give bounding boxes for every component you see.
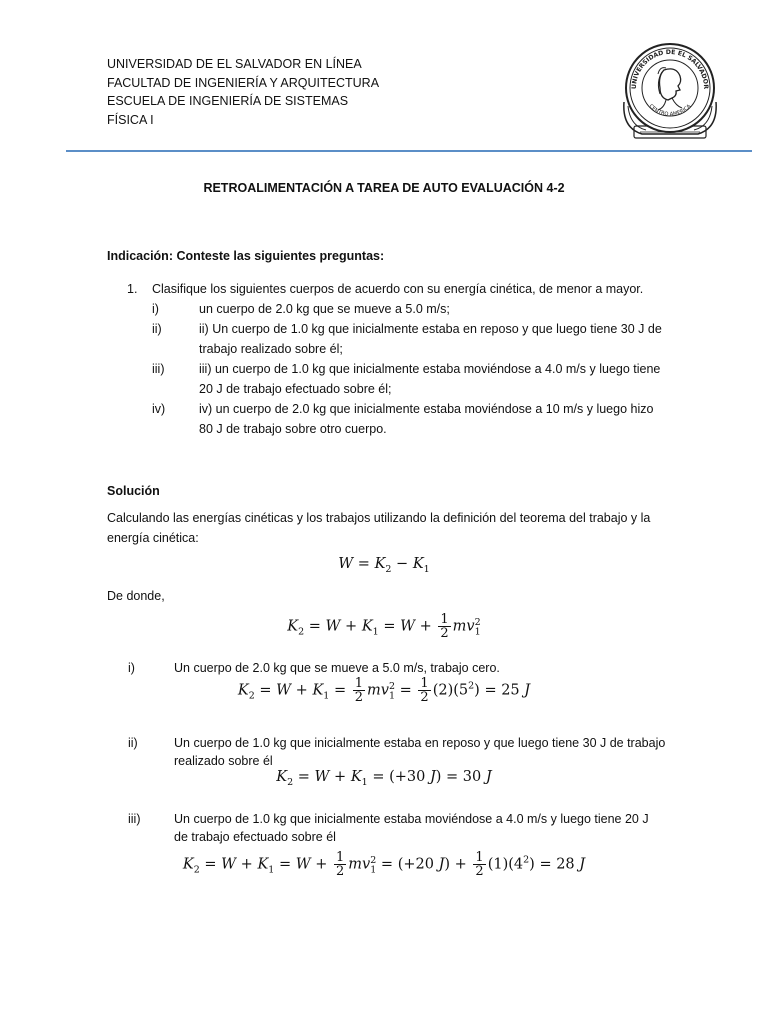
case-label: i) — [128, 661, 135, 675]
item-text: ii) Un cuerpo de 1.0 kg que inicialmente estaba en reposo y que luego tiene 30 J de — [199, 322, 662, 336]
item-label: iv) — [152, 402, 166, 416]
item-text: iii) un cuerpo de 1.0 kg que inicialmente estaba moviéndose a 4.0 m/s y luego tiene — [199, 362, 661, 376]
case-i-equation: $K_2 = W + K_1$ = $\frac{1}{2}$ $mv_1^2$ = $\frac{1}{2}$ $(2)(5^2) = 25$ J — [237, 676, 531, 705]
item-label: ii) — [152, 322, 162, 336]
case-text: Un cuerpo de 2.0 kg que se mueve a 5.0 m/s, trabajo cero. — [174, 661, 500, 675]
work-energy-equation: $W = K_2 - K_1$ — [338, 556, 430, 575]
question-number: 1. — [127, 282, 138, 296]
svg-text:UNIVERSIDAD DE EL SALVADOR: UNIVERSIDAD DE EL SALVADOR — [630, 48, 710, 90]
item-text: 80 J de trabajo sobre otro cuerpo. — [199, 422, 387, 436]
item-text: un cuerpo de 2.0 kg que se mueve a 5.0 m/s; — [199, 302, 450, 316]
question-text: Clasifique los siguientes cuerpos de acuerdo con su energía cinética, de menor a mayor. — [152, 282, 644, 296]
school-name: ESCUELA DE INGENIERÍA DE SISTEMAS — [107, 94, 349, 108]
item-label: iii) — [152, 362, 165, 376]
case-iii-equation: $K_2 = W + K_1 = W$ + $\frac{1}{2}$ $mv_1^2 = (+20$ J) + $\frac{1}{2}$ $(1)(4^2) = 28$ J — [182, 850, 586, 879]
case-text: Un cuerpo de 1.0 kg que inicialmente estaba en reposo y que luego tiene 30 J de trabajo — [174, 736, 666, 750]
faculty-name: FACULTAD DE INGENIERÍA Y ARQUITECTURA — [107, 75, 380, 90]
svg-text:CENTRO AMERICA: CENTRO AMERICA — [647, 103, 693, 118]
item-label: i) — [152, 302, 159, 316]
university-name: UNIVERSIDAD DE EL SALVADOR EN LÍNEA — [107, 57, 362, 71]
institution-header — [107, 55, 379, 129]
header-divider — [66, 150, 752, 152]
solution-heading: Solución — [107, 484, 160, 498]
case-ii-equation: $K_2 = W + K_1 = (+30$ J) = 30 J — [276, 769, 492, 788]
case-text: realizado sobre él — [174, 754, 273, 768]
case-label: ii) — [128, 736, 138, 750]
item-text: iv) un cuerpo de 2.0 kg que inicialmente estaba moviéndose a 10 m/s y luego hizo — [199, 402, 654, 416]
university-seal-logo — [620, 36, 720, 144]
course-name: FÍSICA I — [107, 112, 154, 127]
instruction-text: Indicación: Conteste las siguientes preguntas: — [107, 249, 385, 263]
document-title: RETROALIMENTACIÓN A TAREA DE AUTO EVALUACIÓN 4-2 — [203, 181, 565, 195]
k2-equation: $K_2 = W + K_1 = W$ + $\frac{1}{2}$ $mv_1^2$ — [287, 612, 481, 641]
case-label: iii) — [128, 812, 141, 826]
item-text: trabajo realizado sobre él; — [199, 342, 343, 356]
case-text: Un cuerpo de 1.0 kg que inicialmente estaba moviéndose a 4.0 m/s y luego tiene 20 J — [174, 812, 649, 826]
item-text: 20 J de trabajo efectuado sobre él; — [199, 382, 392, 396]
solution-intro: Calculando las energías cinéticas y los trabajos utilizando la definición del teorema del trabajo y la — [107, 511, 651, 525]
de-donde-text: De donde, — [107, 589, 165, 603]
case-text: de trabajo efectuado sobre él — [174, 830, 336, 844]
solution-intro: energía cinética: — [107, 531, 199, 545]
